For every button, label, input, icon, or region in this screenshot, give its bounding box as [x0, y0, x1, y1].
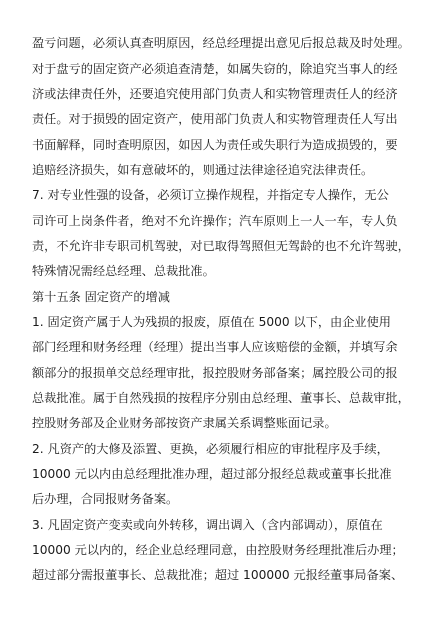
text-line: 后办理，合同报财务备案。 [32, 492, 179, 506]
text-line: 1. 固定资产属于人为残损的报废，原值在 5000 以下，由企业使用 [32, 315, 391, 329]
text-line: 特殊情况需经总经理、总裁批准。 [32, 264, 215, 278]
text-line: 10000 元以内的，经企业总经理同意，由控股财务经理批准后办理； [32, 543, 404, 557]
text-line: 7. 对专业性强的设备，必须订立操作规程，并指定专人操作，无公 [32, 188, 389, 202]
text-line: 部门经理和财务经理（经理）提出当事人应该赔偿的金额，并填写余 [32, 340, 398, 354]
text-line: 司许可上岗条件者，绝对不允许操作；汽车原则上一人一车，专人负 [32, 214, 398, 228]
text-line: 2. 凡资产的大修及添置、更换，必须履行相应的审批程序及手续， [32, 442, 389, 456]
text-line: 额部分的报损单交总经理审批，报控股财务部备案；属控股公司的报 [32, 366, 398, 380]
text-line: 控股财务部及企业财务部按资产隶属关系调整账面记录。 [32, 416, 337, 430]
text-line: 责，不允许非专职司机驾驶，对已取得驾照但无驾龄的也不允许驾驶， [32, 239, 410, 253]
text-line: 对于盘亏的固定资产必须追查清楚，如属失窃的，除追究当事人的经 [32, 62, 398, 76]
text-line: 追赔经济损失，如有意破坏的，则通过法律途径追究法律责任。 [32, 163, 374, 177]
text-line: 3. 凡固定资产变卖或向外转移，调出调入（含内部调动），原值在 [32, 518, 383, 532]
text-line: 盈亏问题，必须认真查明原因，经总经理提出意见后报总裁及时处理。 [32, 36, 410, 50]
text-line: 超过部分需报董事长、总裁批准；超过 100000 元报经董事局备案、 [32, 568, 404, 582]
text-line: 书面解释，同时查明原因，如因人为责任或失职行为造成损毁的，要 [32, 138, 398, 152]
text-line: 10000 元以内由总经理批准办理，超过部分报经总裁或董事长批准 [32, 467, 392, 481]
text-line: 责任。对于损毁的固定资产，使用部门负责人和实物管理责任人写出 [32, 112, 398, 126]
text-line: 济或法律责任外，还要追究使用部门负责人和实物管理责任人的经济 [32, 87, 398, 101]
text-line: 总裁批准。属于自然残损的按程序分别由总经理、董事长、总裁审批， [32, 391, 410, 405]
section-heading: 第十五条 固定资产的增减 [32, 290, 170, 304]
